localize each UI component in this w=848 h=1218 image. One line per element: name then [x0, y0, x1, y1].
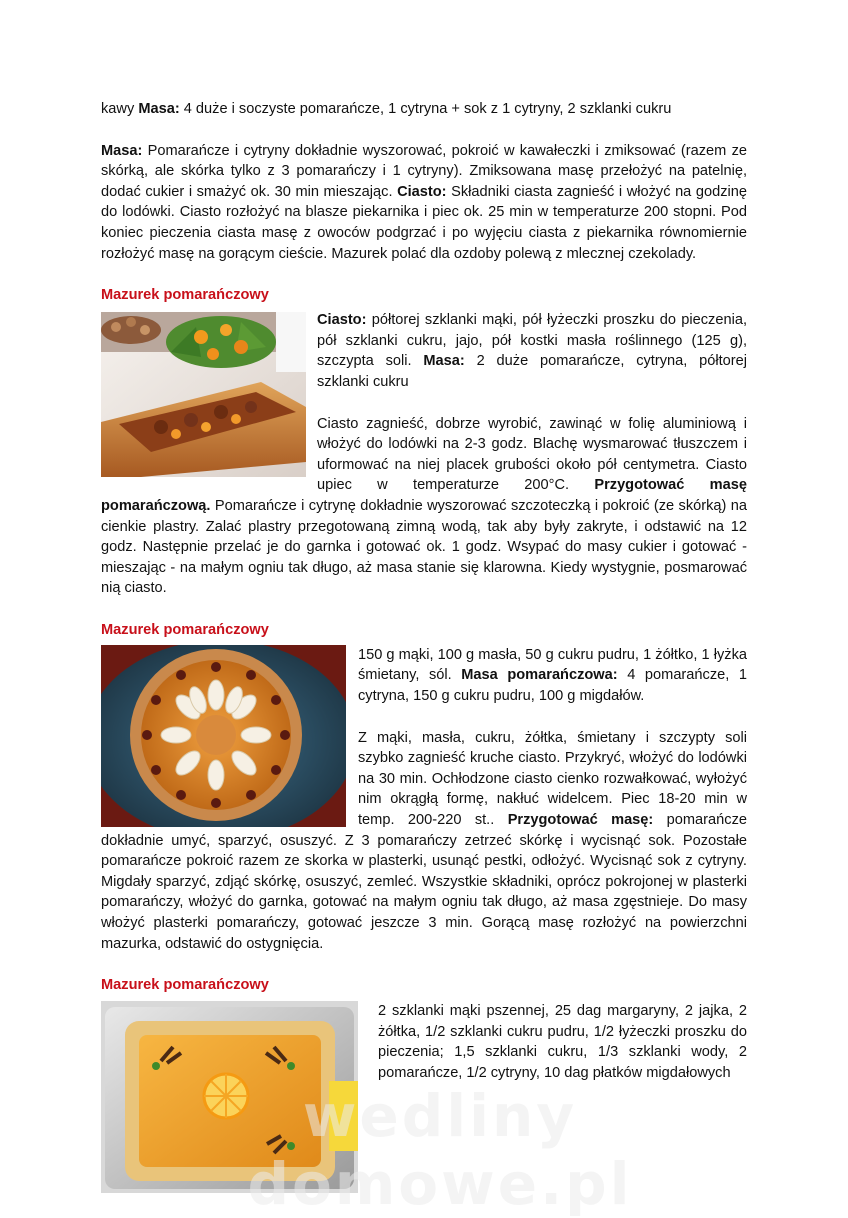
- recipe3-photo: [101, 1001, 358, 1193]
- recipe3-ingredients: 2 szklanki mąki pszennej, 25 dag margaryny, 2 jajka, 2 żółtka, 1/2 szklanki cukru pudru, 1/2 łyżeczki proszku do pieczenia; 1,5 szklanki cukru, 1/3 szklanki wody, 2 pomarańcze, 1/2 cytryny, 10 dag płatków migdałowych: [378, 1003, 747, 1081]
- watermark: wedliny domowe.pl: [247, 1082, 633, 1218]
- recipe3-title: Mazurek pomarańczowy: [101, 977, 269, 994]
- recipe2-instructions: Z mąki, masła, cukru, żółtka, śmietany i szczypty soli szybko zagnieść kruche ciasto. Przykryć, włożyć do lodówki na 30 min. Ochłodzone ciasto cienko rozwałkować, wyłożyć nim okrągłą formę, nakłuć widelcem. Piec 18-20 min w temp. 200-220 st.. Przygotować masę: pomarańcze dokładnie umyć, sparzyć, osuszyć. Z 3 pomarańczy zetrzeć skórkę i wycisnąć sok. Pozostałe pomarańcze pokroić razem ze skorka w plasterki, usunąć pestki, odłożyć. Wycisnąć sok z cytryny. Migdały sparzyć, zdjąć skórkę, osuszyć, zemleć. Wszystkie składniki, oprócz pokrojonej w plasterki pomarańczy, włożyć do garnka, gotować na małym ogniu tak długo, aż masa zgęstnieje. Do masy włożyć plasterki pomarańczy, gotować jeszcze 3 min. Gorącą masę rozłożyć na powierzchni mazurka, odstawić do ostygnięcia.: [101, 729, 747, 952]
- recipe1-ingredients: Ciasto: półtorej szklanki mąki, pół łyżeczki proszku do pieczenia, pół szklanki cukru, jajo, pół kostki masła roślinnego (125 g), szczypta soli. Masa: 2 duże pomarańcze, cytryna, półtorej szklanki cukru: [317, 312, 747, 390]
- recipe2-photo: [101, 645, 346, 827]
- recipe2-ingredients: 150 g mąki, 100 g masła, 50 g cukru pudru, 1 żółtko, 1 łyżka śmietany, sól. Masa pomarańczowa: 4 pomarańcze, 1 cytryna, 150 g cukru pudru, 100 g migdałów.: [358, 646, 747, 705]
- recipe1-photo: [101, 312, 306, 477]
- recipe2-title: Mazurek pomarańczowy: [101, 621, 269, 638]
- document-page: [101, 99, 747, 1193]
- recipe1-instructions: Ciasto zagnieść, dobrze wyrobić, zawinąć w folię aluminiową i włożyć do lodówki na 2-3 godz. Blachę wysmarować tłuszczem i uformować na niej placek grubości około pół centymetra. Ciasto upiec w temperaturze 200°C. Przygotować masę pomarańczową. Pomarańcze i cytrynę dokładnie wyszorować szczoteczką i pokroić (ze skórką) na cienkie plastry. Zalać plastry przegotowaną zimną wodą, tak aby były zakryte, i odstawić na 12 godz. Następnie przelać je do garnka i gotować ok. 1 godz. Wsypać do masy cukier i gotować - mieszając - na małym ogniu tak długo, aż masa stanie się klarowna. Kiedy wystygnie, posmarować nią ciasto.: [101, 415, 747, 597]
- recipe1-title: Mazurek pomarańczowy: [101, 287, 269, 304]
- intro-instructions: Masa: Pomarańcze i cytryny dokładnie wyszorować, pokroić w kawałeczki i zmiksować (razem ze skórką, ale skórka tylko z 3 pomarańczy i 1 cytryny). Zmiksowana masę przełożyć na patelnię, dodać cukier i smażyć ok. 30 min mieszając. Ciasto: Składniki ciasta zagnieść i włożyć na godzinę do lodówki. Ciasto rozłożyć na blasze piekarnika i piec ok. 25 min w temperaturze 200 stopni. Pod koniec pieczenia ciasta masę z owoców podgrzać i po wyjęciu ciasta z piekarnika równomiernie rozłożyć masę na gorącym cieście. Mazurek polać dla ozdoby polewą z mlecznej czekolady.: [101, 142, 747, 262]
- intro-line: kawy Masa: 4 duże i soczyste pomarańcze, 1 cytryna + sok z 1 cytryny, 2 szklanki cukru: [101, 101, 672, 117]
